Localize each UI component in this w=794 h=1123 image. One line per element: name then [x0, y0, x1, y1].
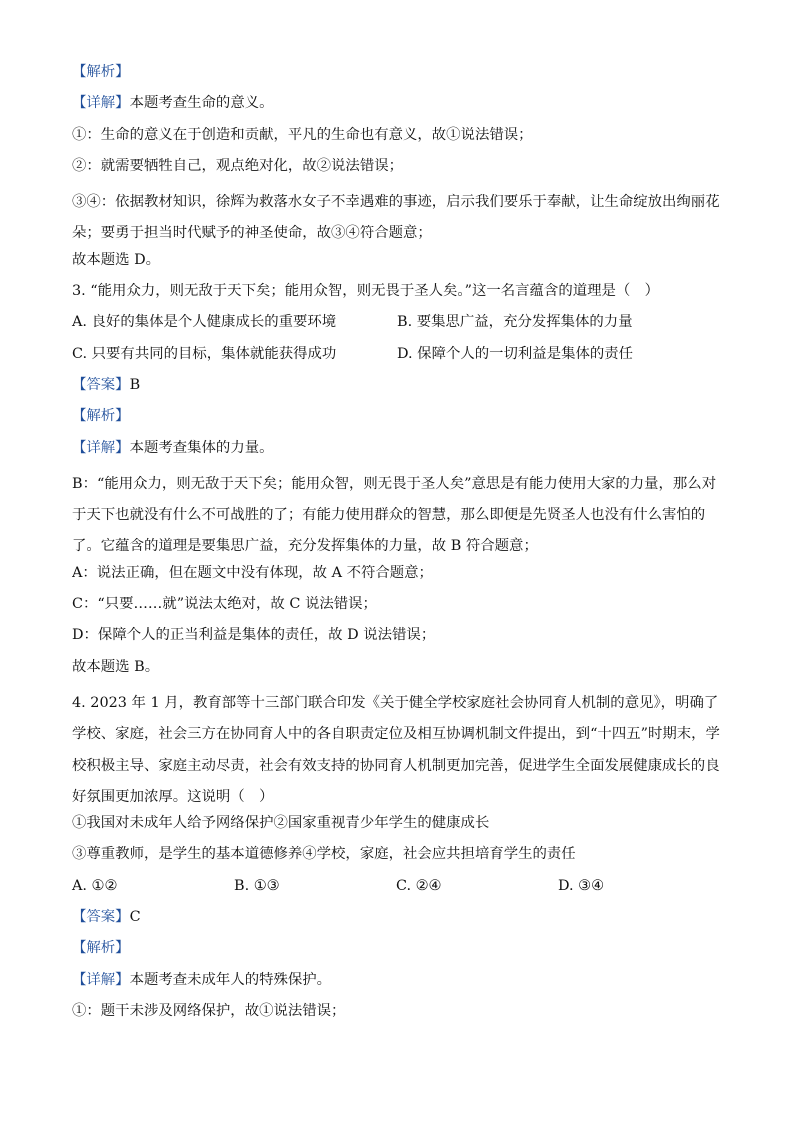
- text-paragraph: ③④：依据教材知识，徐辉为救落水女子不幸遇难的事迹，启示我们要乐于奉献，让生命绽放出绚丽花朵；要勇于担当时代赋予的神圣使命，故③④符合题意；: [72, 194, 720, 242]
- detail-line: [72, 970, 722, 990]
- detail-tag: 【详解】: [72, 439, 130, 456]
- text-line: 故本题选 D。: [72, 251, 161, 268]
- document-page: [72, 62, 722, 1032]
- options-row: [72, 312, 722, 332]
- text-line: ③尊重教师，是学生的基本道德修养④学校，家庭，社会应共担培育学生的责任: [72, 846, 576, 863]
- option-item: C. 只要有共同的目标，集体就能获得成功: [72, 345, 337, 362]
- answer-tag: 【答案】: [72, 909, 130, 926]
- answer-value: C: [129, 909, 141, 926]
- section-tag: 【解析】: [72, 940, 130, 957]
- text-line: ①：题干未涉及网络保护，故①说法错误；: [72, 1002, 346, 1019]
- detail-text: 本题考查集体的力量。: [129, 439, 274, 456]
- option-item: B. 要集思广益，充分发挥集体的力量: [397, 314, 633, 331]
- text-line: A：说法正确，但在题文中没有体现，故 A 不符合题意；: [72, 564, 433, 581]
- detail-text: 本题考查未成年人的特殊保护。: [129, 971, 332, 988]
- text-line: ②：就需要牺牲自己，观点绝对化，故②说法错误；: [72, 157, 403, 174]
- text-line: ①我国对未成年人给予网络保护②国家重视青少年学生的健康成长: [72, 815, 490, 832]
- detail-line: [72, 438, 722, 458]
- option-item: B. ①③: [234, 877, 280, 894]
- text-line: ①：生命的意义在于创造和贡献，平凡的生命也有意义，故①说法错误；: [72, 126, 533, 143]
- answer-line: [72, 375, 722, 395]
- answer-tag: 【答案】: [72, 376, 130, 393]
- detail-tag: 【详解】: [72, 971, 130, 988]
- option-item: D. 保障个人的一切利益是集体的责任: [397, 345, 634, 362]
- text-line: D：保障个人的正当利益是集体的责任，故 D 说法错误；: [72, 627, 436, 644]
- answer-line: [72, 907, 722, 927]
- detail-text: 本题考查生命的意义。: [129, 95, 274, 112]
- detail-line: [72, 93, 722, 113]
- text-line: 3. “能用众力，则无敌于天下矣；能用众智，则无畏于圣人矣。”这一名言蕴含的道理是（ ）: [72, 283, 660, 300]
- options-row: [72, 876, 722, 896]
- text-line: 故本题选 B。: [72, 658, 160, 675]
- text-paragraph: B：“能用众力，则无敌于天下矣；能用众智，则无畏于圣人矣”意思是有能力使用大家的力量，那么对于天下也就没有什么不可战胜的了；有能力使用群众的智慧，那么即便是先贤圣人也没有什么害怕的了。它蕴含的道理是要集思广益，充分发挥集体的力量，故 B 符合题意；: [72, 475, 717, 555]
- answer-value: B: [129, 376, 141, 393]
- text-paragraph: 4. 2023 年 1 月，教育部等十三部门联合印发《关于健全学校家庭社会协同育人机制的意见》，明确了学校、家庭，社会三方在协同育人中的各自职责定位及相互协调机制文件提出，到“十四五”时期末，学校积极主导、家庭主动尽责，社会有效支持的协同育人机制更加完善，促进学生全面发展健康成长的良好氛围更加浓厚。这说明（ ）: [72, 694, 720, 805]
- option-item: C. ②④: [396, 877, 442, 894]
- text-line: C：“只要……就”说法太绝对，故 C 说法错误；: [72, 596, 377, 613]
- detail-tag: 【详解】: [72, 95, 130, 112]
- option-item: A. 良好的集体是个人健康成长的重要环境: [72, 314, 337, 331]
- section-tag: 【解析】: [72, 64, 130, 80]
- options-row: [72, 344, 722, 364]
- option-item: D. ③④: [558, 877, 604, 894]
- section-tag: 【解析】: [72, 408, 130, 425]
- option-item: A. ①②: [72, 877, 118, 894]
